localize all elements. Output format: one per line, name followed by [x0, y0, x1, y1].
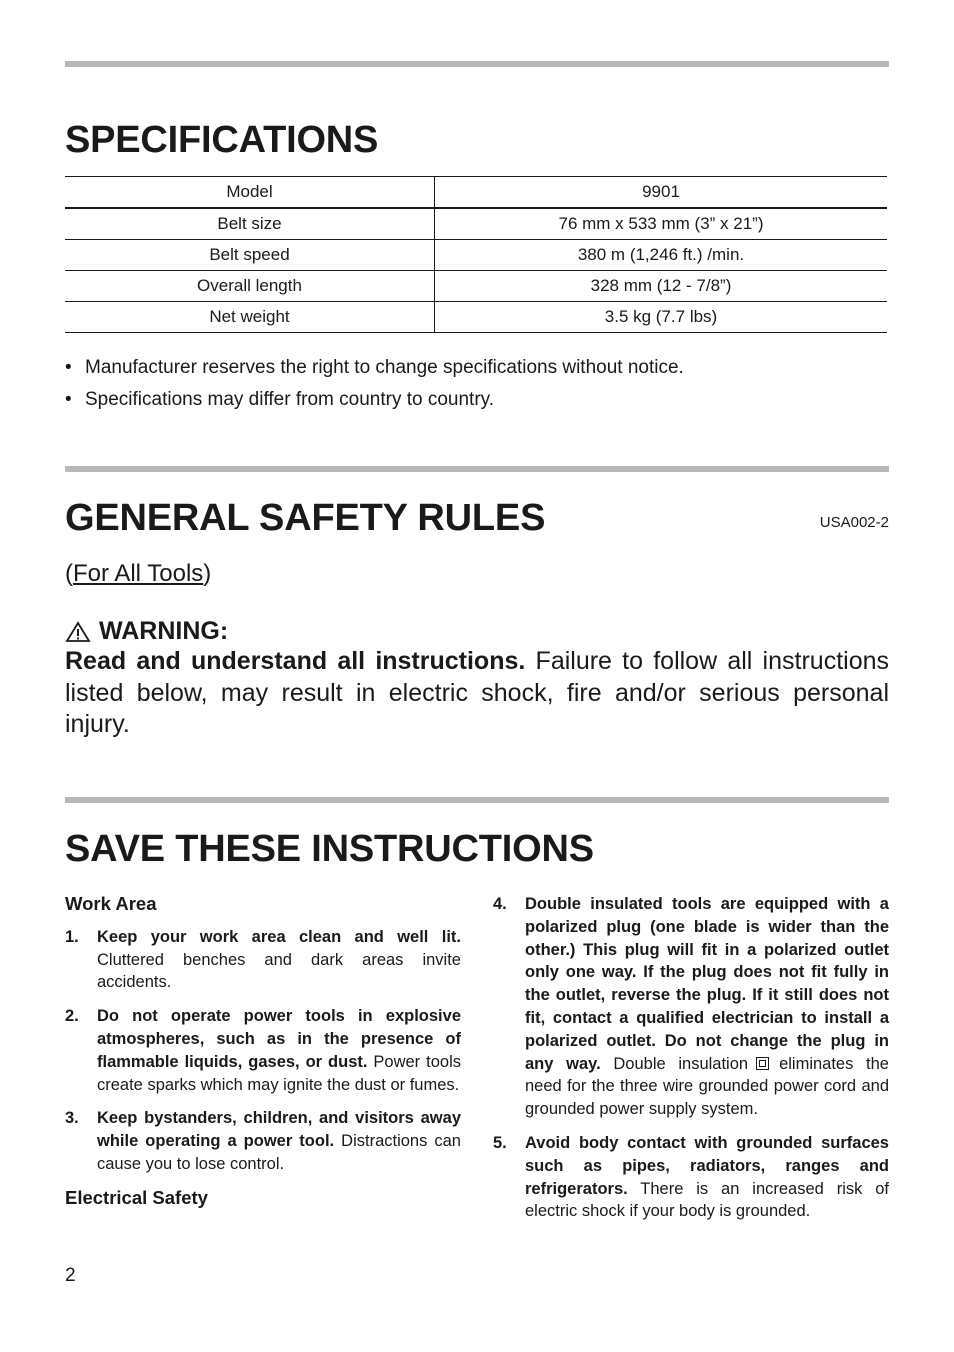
list-item: 4. Double insulated tools are equipped with a polarized plug (one blade is wider than the other.) This plug will fit in a polarized outlet only one way. If the plug does not fit fully in the outlet, reverse the plug. If it still does not fit, contact a qualified electrician to install a polarized outlet. Do not change the plug in any way. Double insulation eliminates the need for the three wire grounded power cord and grounded power supply system. [493, 895, 889, 1119]
note-item: • Manufacturer reserves the right to change specifications without notice. [65, 357, 684, 378]
general-safety-title: GENERAL SAFETY RULES [65, 497, 546, 539]
list-item: 3. Keep bystanders, children, and visitors away while operating a power tool. Distractions can cause you to lose control. [65, 1109, 461, 1173]
double-insulation-icon [756, 1057, 769, 1070]
specification-notes [65, 352, 684, 416]
list-item: 1. Keep your work area clean and well lit. Cluttered benches and dark areas invite accidents. [65, 927, 461, 992]
specifications-title: SPECIFICATIONS [65, 119, 379, 161]
right-column [493, 893, 889, 1234]
spec-row [65, 240, 887, 271]
spec-value: 328 mm (12 - 7/8”) [435, 271, 888, 302]
work-area-heading: Work Area [65, 893, 157, 914]
list-item: 2. Do not operate power tools in explosive atmospheres, such as in the presence of flammable liquids, gases, or dust. Power tools create sparks which may ignite the dust or fumes. [65, 1007, 461, 1094]
warning-heading: WARNING: [65, 617, 228, 646]
warning-triangle-icon [65, 621, 91, 643]
electrical-safety-heading: Electrical Safety [65, 1186, 208, 1208]
spec-row [65, 302, 887, 333]
for-all-tools-subtitle: (For All Tools) [65, 560, 212, 587]
specifications-table [65, 176, 887, 333]
spec-label: Model [65, 177, 435, 209]
list-item: 5. Avoid body contact with grounded surfaces such as pipes, radiators, ranges and refrigerators. There is an increased risk of electric shock if your body is grounded. [493, 1133, 889, 1221]
spec-value: 9901 [435, 177, 888, 209]
section-divider-safety [65, 466, 889, 472]
section-divider-save [65, 797, 889, 803]
spec-label: Belt size [65, 208, 435, 240]
spec-value: 76 mm x 533 mm (3” x 21”) [435, 208, 888, 240]
section-divider-top [65, 61, 889, 67]
page-number: 2 [65, 1265, 76, 1286]
spec-row [65, 271, 887, 302]
left-column [65, 893, 461, 1220]
save-instructions-title: SAVE THESE INSTRUCTIONS [65, 828, 594, 870]
spec-value: 380 m (1,246 ft.) /min. [435, 240, 888, 271]
warning-text: Read and understand all instructions. Failure to follow all instructions listed below, may result in electric shock, fire and/or serious personal injury. [65, 647, 889, 738]
spec-label: Belt speed [65, 240, 435, 271]
spec-label: Overall length [65, 271, 435, 302]
spec-label: Net weight [65, 302, 435, 333]
spec-row [65, 177, 887, 209]
note-item: • Specifications may differ from country to country. [65, 389, 495, 410]
document-code: USA002-2 [819, 514, 889, 531]
spec-value: 3.5 kg (7.7 lbs) [435, 302, 888, 333]
spec-row [65, 208, 887, 240]
